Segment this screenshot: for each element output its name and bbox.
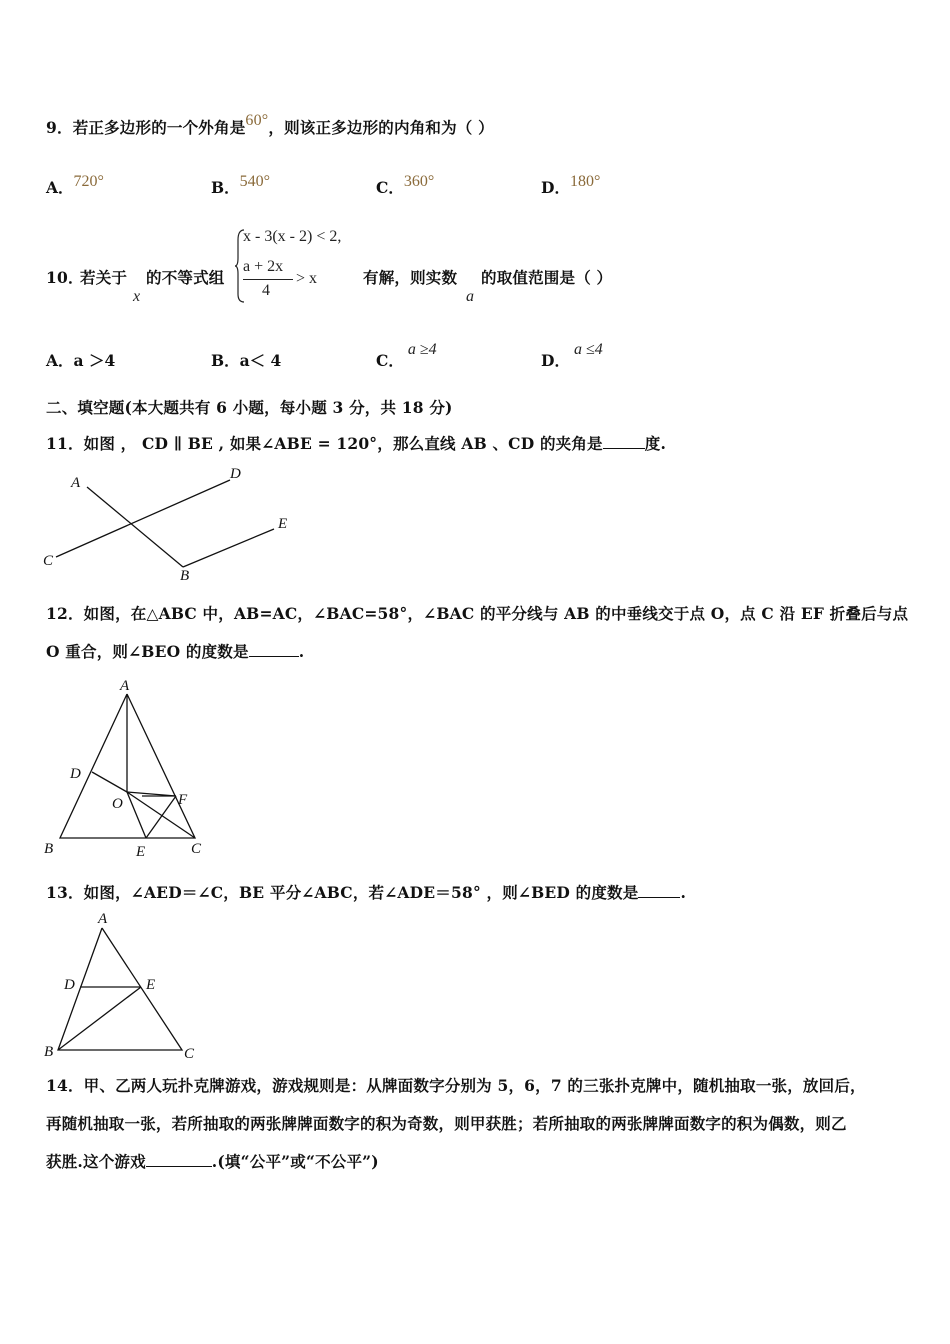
q14-line1 xyxy=(46,1074,866,1096)
q10-option-c[interactable] xyxy=(376,341,437,371)
option-value: 180° xyxy=(569,173,601,190)
q10-number: 10． xyxy=(46,268,84,287)
q12-figure xyxy=(40,676,220,860)
label-b: B xyxy=(180,568,190,584)
line-cd xyxy=(56,480,230,557)
line-be xyxy=(183,529,274,567)
q10-var-x: x xyxy=(133,288,141,305)
label-d: D xyxy=(230,466,241,482)
q10-text4: 的取值范围是（ ） xyxy=(481,268,613,287)
q14-line3 xyxy=(46,1150,379,1172)
q14-text3: 获胜.这个游戏 xyxy=(46,1152,146,1171)
label-c: C xyxy=(191,841,202,857)
q10-option-b[interactable] xyxy=(211,349,281,371)
label-d: D xyxy=(64,977,75,993)
section-title: 二、填空题(本大题共有 6 小题，每小题 3 分，共 18 分) xyxy=(46,398,453,417)
answer-blank[interactable] xyxy=(249,642,299,657)
option-label: B． xyxy=(211,178,240,197)
label-a: A xyxy=(71,475,81,491)
option-label: C． xyxy=(376,351,404,370)
option-value: 720° xyxy=(73,173,104,190)
line-ab xyxy=(87,487,183,567)
option-label: B． xyxy=(211,351,240,370)
label-c: C xyxy=(43,553,54,569)
label-b: B xyxy=(44,841,54,857)
q13-text: 如图，∠AED＝∠C，BE 平分∠ABC，若∠ADE＝58° ，则∠BED 的度数是 xyxy=(83,883,639,902)
q14-number: 14． xyxy=(46,1076,84,1095)
q11-text: 如图 ， CD ∥ BE , 如果∠ABE = 120°，那么直线 AB 、CD 的夹角是 xyxy=(83,434,603,453)
answer-blank[interactable] xyxy=(638,883,680,898)
q12-text2: O 重合，则∠BEO 的度数是 xyxy=(46,642,249,661)
q12-suffix: . xyxy=(298,642,305,661)
q10-ineq2-denominator: 4 xyxy=(262,282,270,299)
q10-text3: 有解，则实数 xyxy=(363,268,458,287)
q10-fraction-bar xyxy=(243,279,293,280)
q11-stem xyxy=(46,432,666,454)
q13-figure xyxy=(40,908,210,1064)
label-b: B xyxy=(44,1044,54,1060)
q10-ineq1: x - 3(x - 2) < 2, xyxy=(243,228,342,245)
triangle-abc xyxy=(58,928,182,1050)
q11-suffix: 度. xyxy=(644,434,667,453)
q9-number: 9． xyxy=(46,118,73,137)
option-value: a ≤4 xyxy=(573,341,603,358)
segment-do xyxy=(92,772,127,792)
label-a: A xyxy=(98,911,108,927)
answer-blank[interactable] xyxy=(603,434,645,449)
q12-line2 xyxy=(46,640,304,662)
label-o: O xyxy=(112,796,123,812)
q9-text-after: ，则该正多边形的内角和为（ ） xyxy=(268,118,494,137)
q13-suffix: . xyxy=(680,883,687,902)
q10-ineq2-rhs: > x xyxy=(296,270,318,287)
label-e: E xyxy=(278,516,288,532)
segment-be xyxy=(58,987,141,1050)
q14-text1: 甲、乙两人玩扑克牌游戏，游戏规则是：从牌面数字分别为 5，6，7 的三张扑克牌中，随机抽取一张，放回后， xyxy=(83,1076,866,1095)
q11-number: 11． xyxy=(46,434,84,453)
label-c: C xyxy=(184,1046,195,1062)
q10-inequality-system xyxy=(234,226,364,306)
label-a: A xyxy=(120,678,130,694)
q12-text: 如图，在△ABC 中，AB=AC，∠BAC=58°，∠BAC 的平分线与 AB 的中垂线交于点 O，点 C 沿 EF 折叠后与点 xyxy=(83,604,909,623)
label-e: E xyxy=(136,844,146,860)
q14-text4: .(填“公平”或“不公平”) xyxy=(211,1152,379,1171)
answer-blank[interactable] xyxy=(146,1152,212,1167)
option-label: A． xyxy=(46,351,74,370)
q9-angle: 60° xyxy=(245,112,269,129)
q14-line2: 再随机抽取一张，若所抽取的两张牌牌面数字的积为奇数，则甲获胜；若所抽取的两张牌牌面数字的积为偶数，则乙 xyxy=(46,1114,847,1133)
option-value: a ＞4 xyxy=(73,351,116,370)
q10-option-a[interactable] xyxy=(46,349,115,371)
option-value: a＜ 4 xyxy=(239,351,282,370)
label-d: D xyxy=(70,766,81,782)
label-e: E xyxy=(146,977,156,993)
q10-option-d[interactable] xyxy=(541,341,603,371)
option-value: 360° xyxy=(403,173,435,190)
option-label: D． xyxy=(541,351,570,370)
q13-stem xyxy=(46,881,686,903)
q10-var-a: a xyxy=(466,288,474,305)
segment-ef xyxy=(146,796,176,838)
q10-text1: 若关于 xyxy=(80,268,128,287)
q9-option-b[interactable] xyxy=(211,173,271,198)
option-label: A． xyxy=(46,178,74,197)
q12-line1 xyxy=(46,602,908,624)
q9-option-c[interactable] xyxy=(376,173,435,198)
option-label: C． xyxy=(376,178,404,197)
q11-figure xyxy=(38,462,308,586)
option-value: a ≥4 xyxy=(407,341,437,358)
option-value: 540° xyxy=(239,173,271,190)
q9-option-a[interactable] xyxy=(46,173,104,198)
q12-number: 12． xyxy=(46,604,84,623)
label-f: F xyxy=(178,792,188,808)
q10-ineq2-numerator: a + 2x xyxy=(243,258,284,275)
q9-option-d[interactable] xyxy=(541,173,601,198)
q9-text-before: 若正多边形的一个外角是 xyxy=(72,118,246,137)
q9-stem xyxy=(46,112,494,138)
option-label: D． xyxy=(541,178,570,197)
q10-text2: 的不等式组 xyxy=(146,268,225,287)
q13-number: 13． xyxy=(46,883,84,902)
